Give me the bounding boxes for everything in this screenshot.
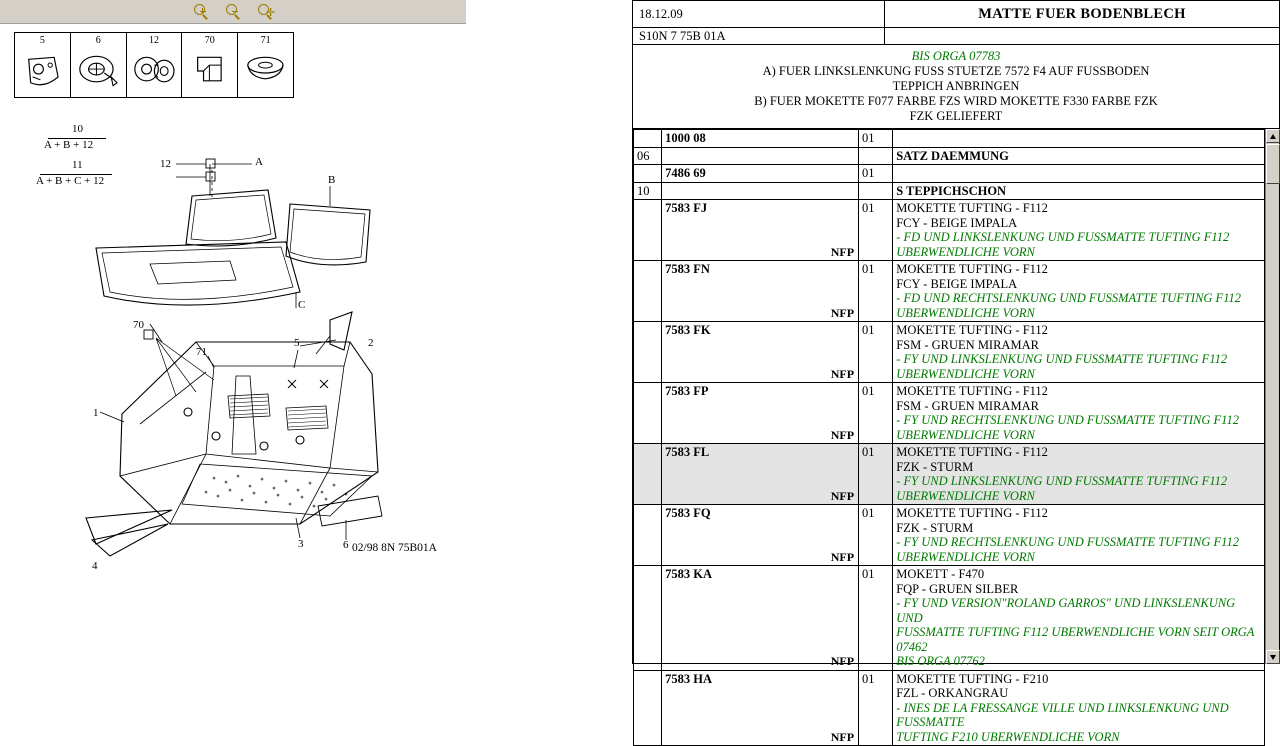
scroll-down-arrow-icon[interactable] — [1266, 650, 1280, 664]
legend-number: 71 — [260, 35, 271, 46]
description-line: FZK - STURM — [896, 520, 974, 535]
description-line: - FY UND LINKSLENKUNG UND FUSSMATTE TUFTING F112 — [896, 352, 1228, 366]
table-row[interactable] — [634, 165, 1265, 183]
description-line: - FY UND LINKSLENKUNG UND FUSSMATTE TUFTING F112 — [896, 474, 1228, 488]
callout-6: 6 — [343, 539, 349, 551]
description-line: - FY UND RECHTSLENKUNG UND FUSSMATTE TUFTING F112 — [896, 413, 1239, 427]
cell-description — [893, 261, 1265, 322]
part-number: 7583 FQ — [665, 506, 711, 520]
nfp-badge: NFP — [830, 244, 855, 259]
cell-reference — [662, 322, 859, 383]
cell-group — [634, 383, 662, 444]
description-line: FSM - GRUEN MIRAMAR — [896, 337, 1039, 352]
zoom-pan-icon[interactable]: ✛ — [256, 3, 274, 21]
parts-list-pane — [632, 0, 1280, 744]
callout-70: 70 — [133, 319, 144, 331]
legend-number: 12 — [148, 35, 159, 46]
cell-reference — [662, 130, 859, 148]
callout-2: 2 — [368, 337, 374, 349]
description-line: UBERWENDLICHE VORN — [896, 549, 1035, 564]
zoom-toolbar — [0, 0, 466, 24]
description-line: FZK - STURM — [896, 459, 974, 474]
part-number: 7583 FK — [665, 323, 711, 337]
description-line: FUSSMATTE TUFTING F112 UBERWENDLICHE VORN SEIT ORGA 07462 — [896, 625, 1255, 654]
description-line: - FD UND LINKSLENKUNG UND FUSSMATTE TUFTING F112 — [896, 230, 1230, 244]
cell-description — [893, 147, 1265, 165]
note-line: TEPPICH ANBRINGEN — [892, 79, 1020, 93]
description-line: MOKETTE TUFTING - F112 — [896, 201, 1048, 215]
note-line: FZK GELIEFERT — [909, 109, 1003, 123]
cell-group — [634, 670, 662, 746]
table-row[interactable] — [634, 322, 1265, 383]
page-title: MATTE FUER BODENBLECH — [978, 5, 1186, 22]
cell-reference — [662, 147, 859, 165]
table-row[interactable] — [634, 147, 1265, 165]
cell-group: 10 — [634, 182, 662, 200]
callout-1: 1 — [93, 407, 99, 419]
nfp-badge: NFP — [830, 549, 855, 564]
callout-12: 12 — [160, 158, 171, 170]
legend-number: 6 — [95, 35, 101, 46]
parts-table — [633, 129, 1265, 746]
scroll-up-arrow-icon[interactable] — [1266, 129, 1280, 143]
callout-A: A — [255, 156, 263, 168]
cell-reference — [662, 261, 859, 322]
cell-quantity: 01 — [859, 670, 893, 746]
cell-group — [634, 505, 662, 566]
cell-group — [634, 165, 662, 183]
parts-subheader — [633, 28, 1279, 45]
description-line: MOKETT - F470 — [896, 567, 985, 581]
cell-quantity — [859, 182, 893, 200]
cell-description — [893, 322, 1265, 383]
description-line: FCY - BEIGE IMPALA — [896, 276, 1018, 291]
description-line: FCY - BEIGE IMPALA — [896, 215, 1018, 230]
cell-quantity: 01 — [859, 165, 893, 183]
cell-quantity: 01 — [859, 444, 893, 505]
nfp-badge: NFP — [830, 729, 855, 744]
description-line: MOKETTE TUFTING - F112 — [896, 323, 1048, 337]
description-line: FQP - GRUEN SILBER — [896, 581, 1019, 596]
table-row[interactable] — [634, 566, 1265, 671]
description-line: TUFTING F210 UBERWENDLICHE VORN — [896, 729, 1120, 744]
legend-number: 5 — [39, 35, 45, 46]
cell-description — [893, 130, 1265, 148]
table-row[interactable] — [634, 444, 1265, 505]
parts-header — [633, 1, 1279, 28]
cell-reference — [662, 165, 859, 183]
header-date: 18.12.09 — [633, 1, 885, 27]
cell-description — [893, 444, 1265, 505]
cell-reference — [662, 566, 859, 671]
cell-reference — [662, 444, 859, 505]
table-row[interactable] — [634, 670, 1265, 746]
cell-group — [634, 444, 662, 505]
callout-B: B — [328, 174, 336, 186]
formula-number: 10 — [72, 123, 83, 135]
nfp-badge: NFP — [830, 427, 855, 442]
part-number: 7583 KA — [665, 567, 712, 581]
table-row[interactable] — [634, 383, 1265, 444]
scrollbar-thumb[interactable] — [1266, 144, 1280, 184]
zoom-in-icon[interactable] — [192, 3, 210, 21]
callout-71: 71 — [196, 346, 207, 358]
description-line: MOKETTE TUFTING - F112 — [896, 445, 1048, 459]
description-line: UBERWENDLICHE VORN — [896, 366, 1035, 381]
description-line: - FY UND VERSION"ROLAND GARROS" UND LINKSLENKUNG UND — [896, 596, 1236, 625]
cell-group — [634, 261, 662, 322]
callout-3: 3 — [298, 538, 304, 550]
callout-C: C — [298, 299, 306, 311]
cell-reference — [662, 670, 859, 746]
description-line: FSM - GRUEN MIRAMAR — [896, 398, 1039, 413]
notes-block — [633, 45, 1279, 129]
description-line: MOKETTE TUFTING - F112 — [896, 506, 1048, 520]
nfp-badge: NFP — [830, 488, 855, 503]
cell-quantity: 01 — [859, 505, 893, 566]
table-row[interactable] — [634, 261, 1265, 322]
formula-number: 11 — [72, 159, 83, 171]
zoom-out-icon[interactable] — [224, 3, 242, 21]
cell-group: 06 — [634, 147, 662, 165]
header-plate-code: S10N 7 75B 01A — [633, 28, 885, 44]
diagram-canvas[interactable] — [0, 24, 630, 664]
cell-group — [634, 200, 662, 261]
description-line: - INES DE LA FRESSANGE VILLE UND LINKSLENKUNG UND FUSSMATTE — [896, 700, 1229, 729]
legend-number: 70 — [204, 35, 215, 46]
diagram-viewer-pane — [0, 0, 630, 664]
cell-reference — [662, 200, 859, 261]
part-number: 7583 FP — [665, 384, 709, 398]
cell-group — [634, 322, 662, 383]
cell-group — [634, 566, 662, 671]
callout-5: 5 — [294, 337, 300, 349]
cell-quantity: 01 — [859, 200, 893, 261]
cell-group — [634, 130, 662, 148]
description-line: UBERWENDLICHE VORN — [896, 488, 1035, 503]
part-number: 7583 FJ — [665, 201, 708, 215]
description-line: S TEPPICHSCHON — [896, 183, 1007, 198]
description-line: FZL - ORKANGRAU — [896, 686, 1009, 700]
table-row[interactable] — [634, 130, 1265, 148]
part-number: 7583 FN — [665, 262, 710, 276]
description-line: - FY UND RECHTSLENKUNG UND FUSSMATTE TUFTING F112 — [896, 535, 1239, 549]
diagram-caption: 02/98 8N 75B01A — [352, 542, 437, 554]
cell-description — [893, 505, 1265, 566]
part-number: 1000 08 — [665, 131, 706, 145]
cell-quantity: 01 — [859, 383, 893, 444]
cell-description — [893, 200, 1265, 261]
cell-description — [893, 182, 1265, 200]
parts-table-scroll-region[interactable] — [633, 129, 1279, 744]
cell-quantity: 01 — [859, 566, 893, 671]
part-number: 7583 HA — [665, 671, 712, 686]
description-line: MOKETTE TUFTING - F210 — [896, 671, 1049, 686]
vertical-scrollbar[interactable] — [1265, 129, 1279, 664]
nfp-badge: NFP — [830, 654, 855, 668]
table-row[interactable] — [634, 200, 1265, 261]
formula-expression: A + B + C + 12 — [36, 175, 105, 187]
cell-reference — [662, 383, 859, 444]
description-line: UBERWENDLICHE VORN — [896, 244, 1035, 259]
header-subheader-filler — [885, 28, 1279, 44]
description-line: UBERWENDLICHE VORN — [896, 305, 1035, 320]
note-line: B) FUER MOKETTE F077 FARBE FZS WIRD MOKETTE F330 FARBE FZK — [754, 94, 1158, 108]
table-row[interactable] — [634, 505, 1265, 566]
description-line: BIS ORGA 07762 — [896, 654, 985, 668]
description-line: UBERWENDLICHE VORN — [896, 427, 1035, 442]
cell-reference — [662, 182, 859, 200]
cell-description — [893, 566, 1265, 671]
cell-quantity — [859, 147, 893, 165]
cell-reference — [662, 505, 859, 566]
note-line: BIS ORGA 07783 — [911, 49, 1001, 63]
cell-quantity: 01 — [859, 322, 893, 383]
cell-quantity: 01 — [859, 130, 893, 148]
description-line: - FD UND RECHTSLENKUNG UND FUSSMATTE TUFTING F112 — [896, 291, 1242, 305]
description-line: MOKETTE TUFTING - F112 — [896, 262, 1048, 276]
cell-description — [893, 165, 1265, 183]
part-number: 7486 69 — [665, 166, 706, 180]
callout-4: 4 — [92, 560, 98, 572]
nfp-badge: NFP — [830, 366, 855, 381]
cell-quantity: 01 — [859, 261, 893, 322]
table-row[interactable] — [634, 182, 1265, 200]
note-line: A) FUER LINKSLENKUNG FUSS STUETZE 7572 F4 AUF FUSSBODEN — [762, 64, 1150, 78]
part-number: 7583 FL — [665, 445, 710, 459]
nfp-badge: NFP — [830, 305, 855, 320]
formula-expression: A + B + 12 — [44, 139, 94, 151]
description-line: SATZ DAEMMUNG — [896, 148, 1009, 163]
cell-description — [893, 383, 1265, 444]
cell-description — [893, 670, 1265, 746]
description-line: MOKETTE TUFTING - F112 — [896, 384, 1048, 398]
